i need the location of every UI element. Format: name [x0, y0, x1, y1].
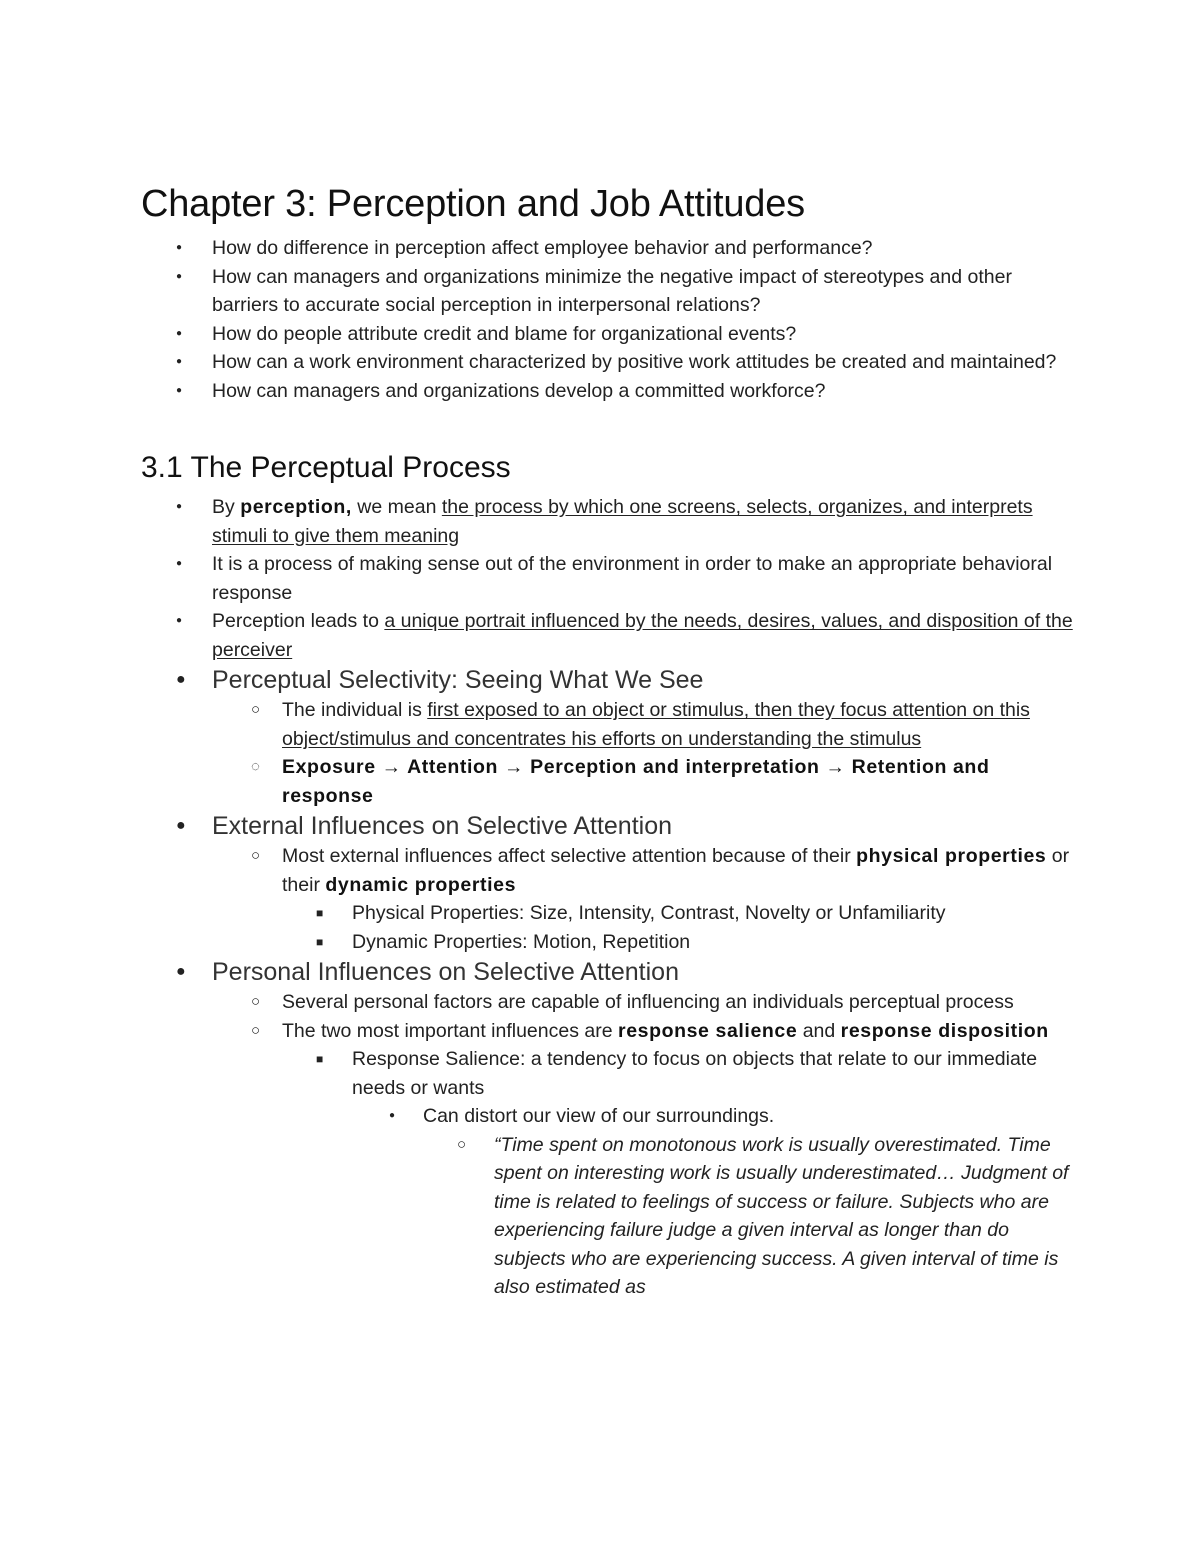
- quote-item: ○ “Time spent on monotonous work is usually overestimated. Time spent on interesting work is usually underestimated… Judgment of time is related to feelings of success or failure. Subjects who are experiencing failure judge a given interval as longer than do subjects who are experiencing success. A given interval of time is also estimated as: [141, 1131, 1081, 1302]
- square-bullet-icon: ■: [316, 906, 324, 920]
- question-item: ● How can managers and organizations develop a committed workforce?: [141, 377, 1081, 406]
- square-bullet-icon: ■: [316, 934, 324, 949]
- hollow-bullet-icon: ○: [251, 993, 261, 1010]
- chapter-questions-list: [141, 234, 1081, 405]
- bullet-icon: ●: [176, 356, 183, 367]
- question-item: ● How do people attribute credit and blame for organizational events?: [141, 320, 1081, 349]
- hollow-bullet-icon: ○: [251, 1021, 261, 1039]
- hollow-bullet-icon: ○: [457, 1135, 467, 1153]
- square-bullet-icon: ■: [316, 1052, 324, 1066]
- question-item: ● How can managers and organizations minimize the negative impact of stereotypes and other barriers to accurate social perception in interpersonal relations?: [141, 263, 1081, 320]
- bullet-icon: ●: [176, 963, 186, 980]
- hollow-bullet-icon: ○: [251, 847, 261, 864]
- dotted-bullet-icon: ◌: [251, 758, 260, 775]
- bullet-icon: ●: [176, 327, 183, 339]
- hollow-bullet-icon: ○: [251, 701, 261, 718]
- bullet-icon: ●: [176, 558, 183, 569]
- bullet-icon: ●: [176, 671, 186, 688]
- document-content: [141, 180, 1081, 1302]
- bullet-icon: ●: [176, 501, 183, 512]
- bullet-icon: ●: [176, 384, 183, 396]
- subheading-perceptual-selectivity: ● Perceptual Selectivity: Seeing What We See: [176, 666, 704, 694]
- list-item: ● It is a process of making sense out of the environment in order to make an appropriate behavioral response: [141, 550, 1081, 607]
- bullet-icon: ●: [176, 817, 186, 834]
- chapter-title: Chapter 3: Perception and Job Attitudes: [141, 183, 805, 225]
- subheading-external-influences: ● External Influences on Selective Attention: [176, 812, 673, 840]
- bullet-icon: ●: [176, 615, 183, 626]
- section-heading: 3.1 The Perceptual Process: [141, 451, 511, 484]
- list-item: ○ Several personal factors are capable of influencing an individuals perceptual process: [141, 988, 1081, 1017]
- list-item: ○ The two most important influences are response salience and response disposition: [141, 1017, 1081, 1046]
- list-item: ○ Most external influences affect selective attention because of their physical properties or their dynamic properties: [141, 842, 1081, 899]
- list-item: ◌ Exposure → Attention → Perception and interpretation → Retention and response: [141, 753, 1081, 810]
- list-item: ■ Dynamic Properties: Motion, Repetition: [141, 928, 1081, 957]
- subheading-personal-influences: ● Personal Influences on Selective Attention: [176, 958, 679, 986]
- definition-item: ● By perception, we mean the process by which one screens, selects, organizes, and interprets stimuli to give them meaning: [141, 493, 1081, 550]
- bullet-icon: ●: [176, 270, 183, 282]
- list-item: ○ The individual is first exposed to an object or stimulus, then they focus attention on this object/stimulus and concentrates his efforts on understanding the stimulus: [141, 696, 1081, 753]
- list-item: ● Can distort our view of our surroundings.: [141, 1102, 1081, 1131]
- list-item: ● Perception leads to a unique portrait influenced by the needs, desires, values, and disposition of the perceiver: [141, 607, 1081, 664]
- question-item: ● How can a work environment characterized by positive work attitudes be created and maintained?: [141, 348, 1081, 377]
- list-item: ■ Physical Properties: Size, Intensity, Contrast, Novelty or Unfamiliarity: [141, 899, 1081, 928]
- bullet-icon: ●: [389, 1110, 396, 1121]
- section-list: [141, 493, 1081, 1302]
- bullet-icon: ●: [176, 242, 183, 253]
- question-item: ● How do difference in perception affect employee behavior and performance?: [141, 234, 1081, 263]
- list-item: ■ Response Salience: a tendency to focus on objects that relate to our immediate needs or wants: [141, 1045, 1081, 1102]
